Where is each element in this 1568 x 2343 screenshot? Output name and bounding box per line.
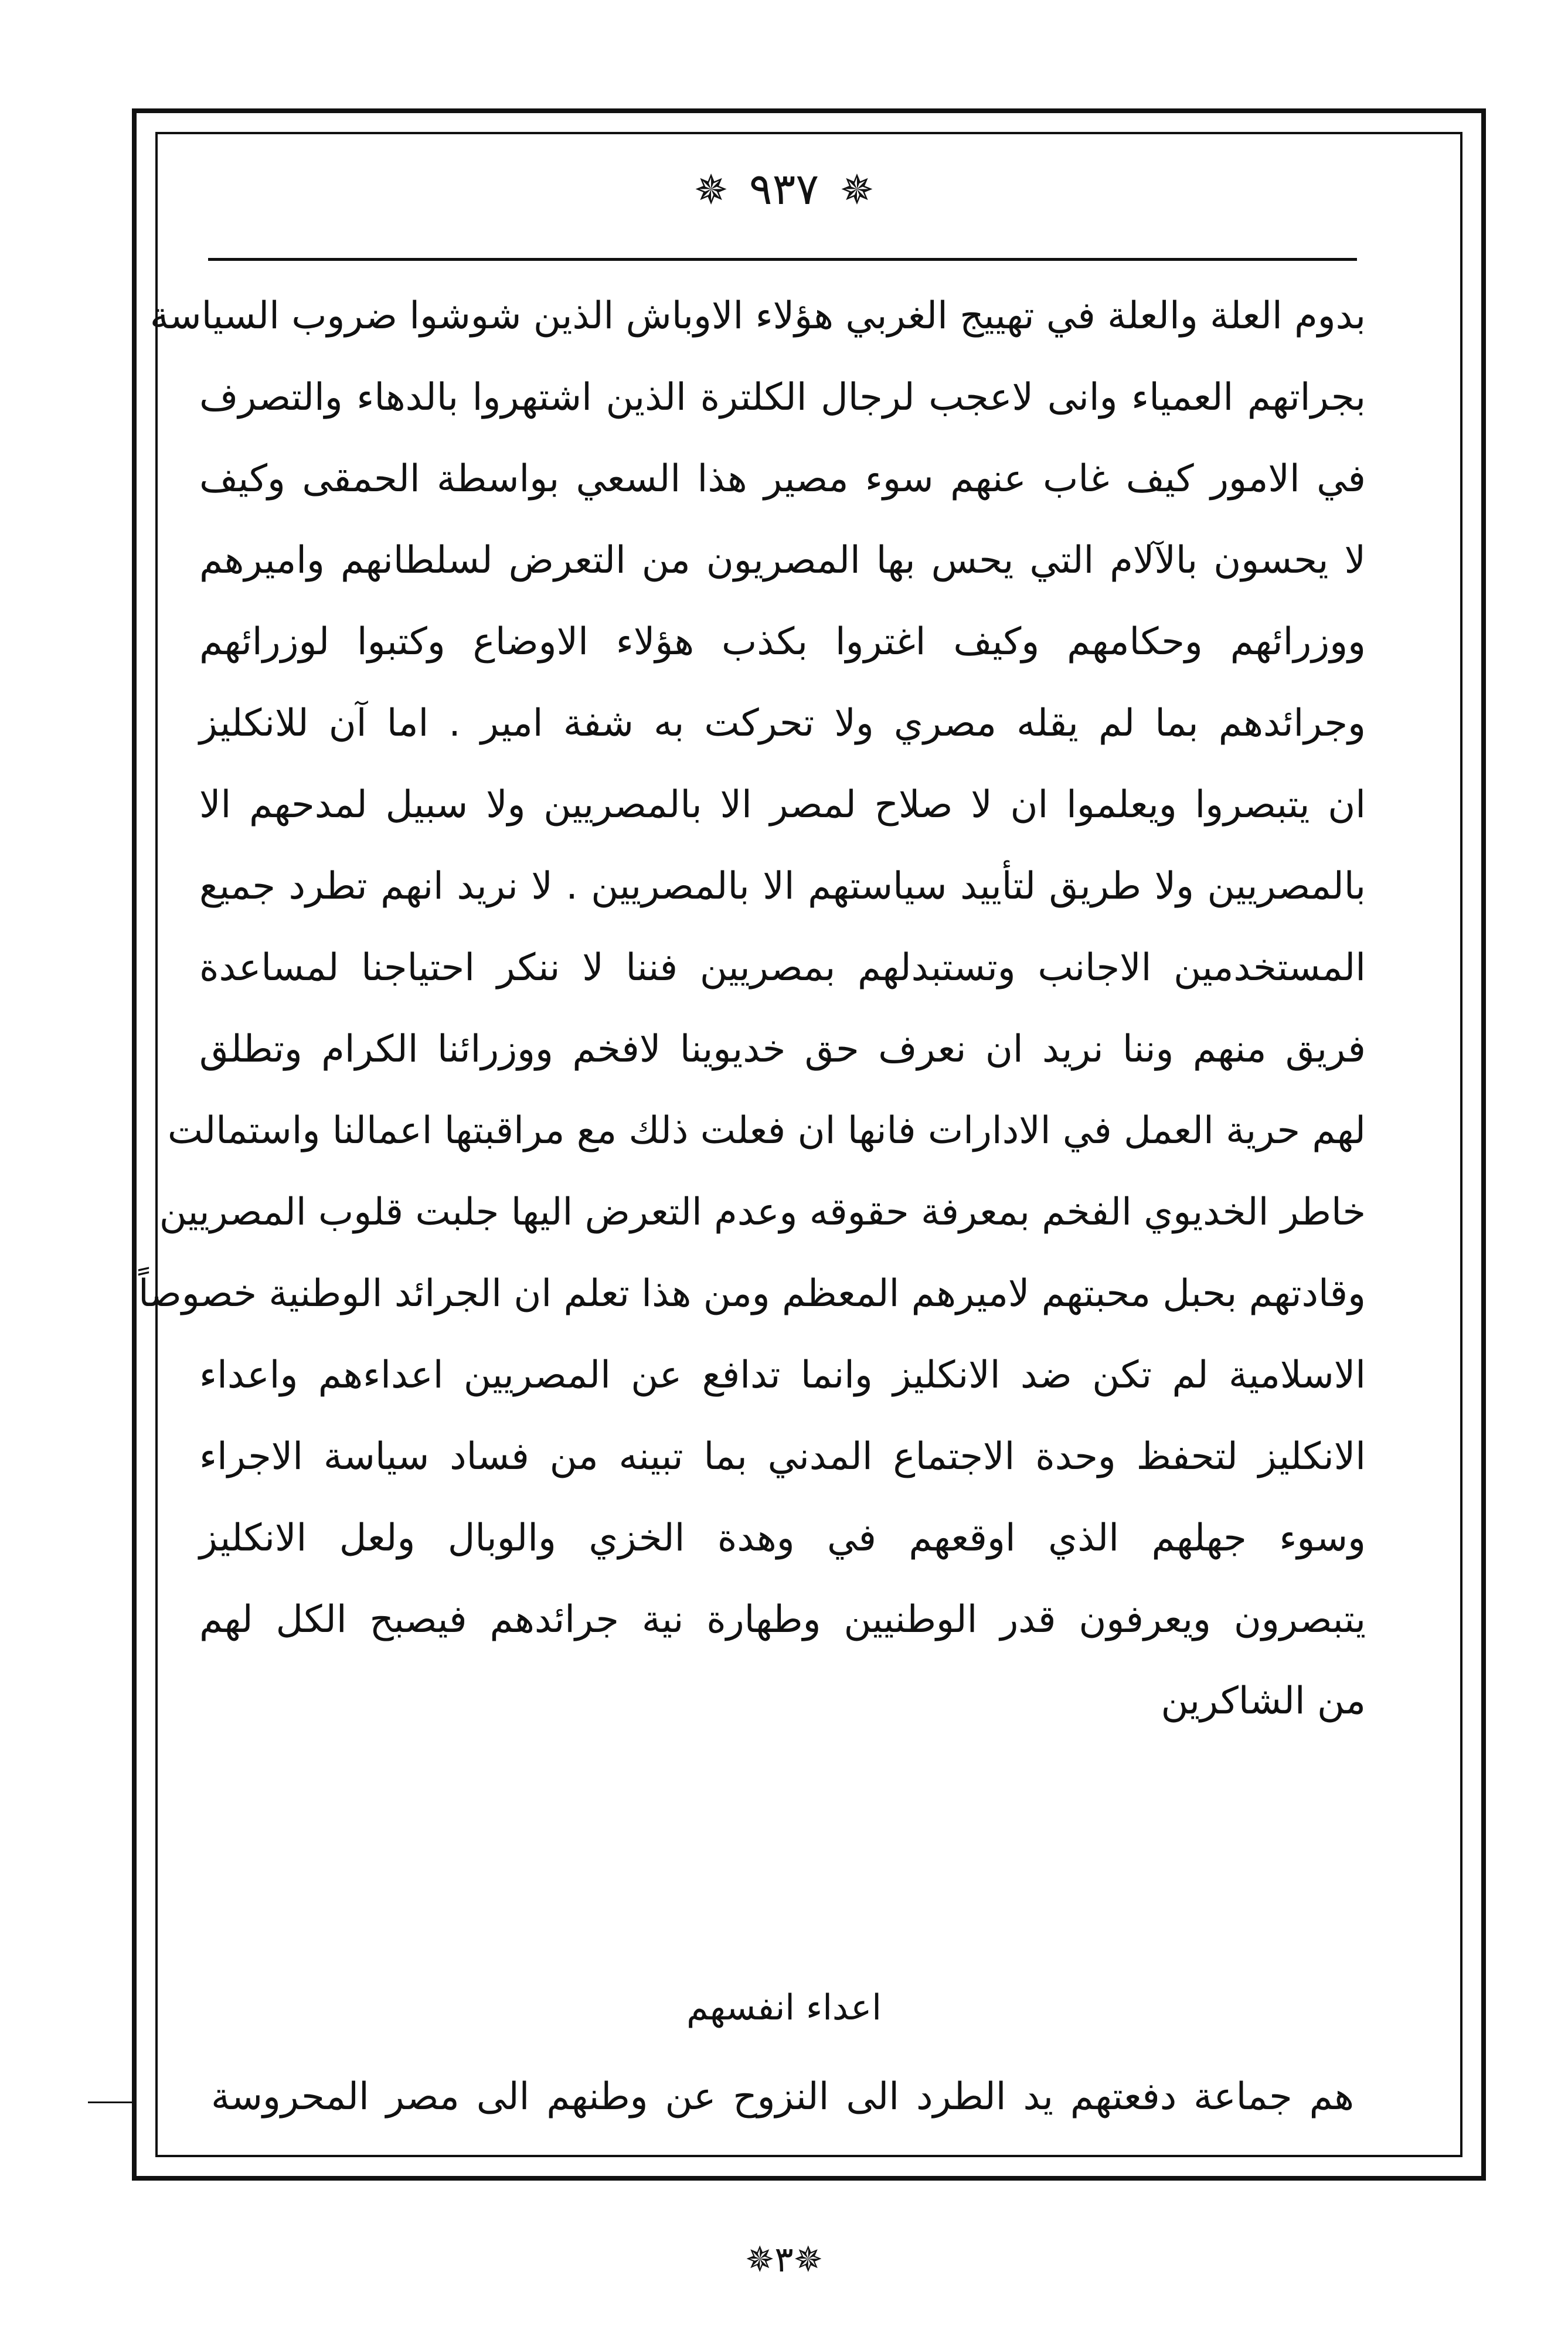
signature-number: ٣ (774, 2239, 794, 2280)
text-line: بدوم العلة والعلة في تهييج الغربي هؤلاء الاوباش الذين شوشوا ضروب السياسة (149, 294, 1366, 338)
header-rule (208, 258, 1357, 261)
text-line: من الشاكرين (1161, 1679, 1366, 1723)
text-line: الانكليز لتحفظ وحدة الاجتماع المدني بما تبينه من فساد سياسة الاجراء (199, 1435, 1366, 1478)
text-line: وقادتهم بحبل محبتهم لاميرهم المعظم ومن هذا تعلم ان الجرائد الوطنية خصوصاً (138, 1272, 1366, 1315)
page-number-header (0, 164, 1568, 215)
text-line: فريق منهم وننا نريد ان نعرف حق خديوينا لافخم ووزرائنا الكرام وتطلق (199, 1028, 1366, 1071)
text-line: خاطر الخديوي الفخم بمعرفة حقوقه وعدم التعرض اليها جلبت قلوب المصريين (159, 1191, 1366, 1234)
section-first-line: هم جماعة دفعتهم يد الطرد الى النزوح عن وطنهم الى مصر المحروسة (211, 2075, 1354, 2118)
ornament-icon: ✵ (793, 2239, 823, 2280)
text-line: ووزرائهم وحكامهم وكيف اغتروا بكذب هؤلاء الاوضاع وكتبوا لوزرائهم (199, 620, 1366, 664)
text-line: ان يتبصروا ويعلموا ان لا صلاح لمصر الا بالمصريين ولا سبيل لمدحهم الا (199, 783, 1366, 827)
margin-mark (88, 2101, 132, 2103)
ornament-icon: ✵ (745, 2239, 775, 2280)
ornament-icon: ✵ (839, 166, 875, 214)
ornament-icon: ✵ (693, 166, 729, 214)
text-line: وجرائدهم بما لم يقله مصري ولا تحركت به شفة امير . اما آن للانكليز (199, 702, 1366, 745)
section-heading: اعداء انفسهم (686, 1987, 882, 2028)
text-line: لهم حرية العمل في الادارات فانها ان فعلت ذلك مع مراقبتها اعمالنا واستمالت (167, 1109, 1366, 1152)
page-number: ٩٣٧ (749, 164, 819, 215)
text-line: المستخدمين الاجانب وتستبدلهم بمصريين فننا لا ننكر احتياجنا لمساعدة (199, 946, 1366, 989)
text-line: لا يحسون بالآلام التي يحس بها المصريون من التعرض لسلطانهم واميرهم (199, 539, 1366, 582)
text-line: الاسلامية لم تكن ضد الانكليز وانما تدافع عن المصريين اعداءهم واعداء (199, 1354, 1366, 1397)
text-line: بالمصريين ولا طريق لتأييد سياستهم الا بالمصريين . لا نريد انهم تطرد جميع (199, 865, 1366, 908)
article-body (138, 276, 1366, 1742)
signature-mark (0, 2239, 1568, 2280)
text-line: في الامور كيف غاب عنهم سوء مصير هذا السعي بواسطة الحمقى وكيف (199, 457, 1366, 501)
text-line: وسوء جهلهم الذي اوقعهم في وهدة الخزي والوبال ولعل الانكليز (199, 1516, 1366, 1560)
text-line: بجراتهم العمياء وانى لاعجب لرجال الكلترة الذين اشتهروا بالدهاء والتصرف (199, 376, 1366, 419)
text-line: يتبصرون ويعرفون قدر الوطنيين وطهارة نية جرائدهم فيصبح الكل لهم (199, 1598, 1366, 1641)
